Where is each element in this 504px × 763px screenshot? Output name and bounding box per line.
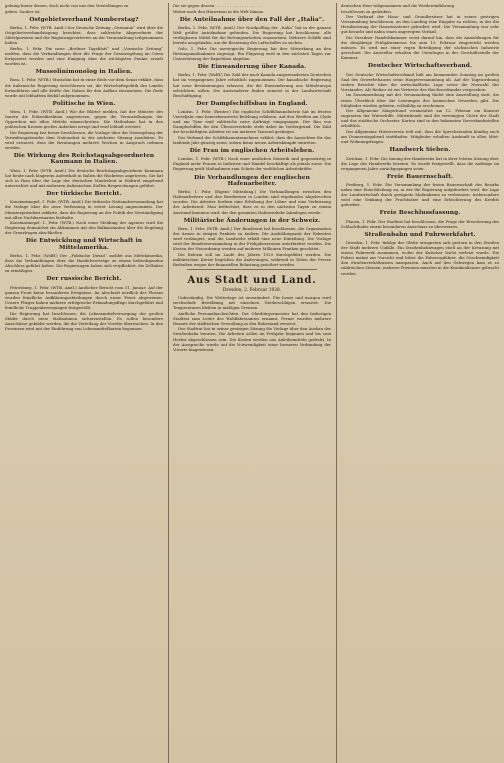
article-paragraph: Der Deutsche Wirtschaftsverband hält am kommenden Sonntag im großen Saal des Gewerbehauses seine Hauptversammlung ab. Auf der Tagesordnung stehen Berichte über die wirtschaftliche Lage sowie die Neuwahl des Vorstandes. Als Redner ist ein Vertreter des Reichsverbandes vorgesehen. bbox=[341, 71, 499, 92]
article-heading: Straßenbahn und Fuhrwerkfahrt. bbox=[364, 231, 476, 238]
dateline: Dresden, 2. Februar 1928. bbox=[222, 287, 282, 293]
article-paragraph: Der Verband der Schiffsbauunternehmer erklärt, dass die Aussichten für das laufende Jahr günstig seien, sofern keine neuen Arbeitskämpfe eintreten. bbox=[173, 134, 331, 145]
article-paragraph: London, 1. Febr. (Reuter.) Die englische Schiffsbauindustrie hat im letzten Vierteljahr eine bemerkenswerte Belebung erfahren. Auf den Werften am Clyde und am Tyne sind zahlreiche neue Aufträge eingegangen. Der Bau von Dampfschiffen für den Überseeverkehr steht dabei im Vordergrund. Die Zahl der beschäftigten Arbeiter ist um mehrere Tausend gestiegen. bbox=[173, 109, 331, 135]
column-middle bbox=[168, 3, 331, 763]
column-top-line: Die sie gegen dessen . . . . . . . . . . . . . . . . . . . bbox=[173, 3, 261, 8]
article-paragraph: Freiberg, 1. Febr. Die Versammlung der freien Bauernschaft des Bezirks nahm eine Entschließung an, in der die Regierung aufgefordert wird, die Lage der Landwirtschaft durch geeignete Maßnahmen zu verbessern. Insbesondere wird eine Senkung der Frachtsätze und eine Erleichterung des Kredits gefordert. bbox=[341, 182, 499, 208]
column-top-line: geben. Sauber ist. bbox=[5, 8, 41, 14]
article-heading: Ostgebietsverband Numberstag? bbox=[29, 16, 139, 23]
article-heading: Politische in Wien. bbox=[52, 100, 116, 107]
article-heading: Die Wirkung des Reichstagsabgeordneten Kaumann in Italien. bbox=[13, 153, 155, 166]
article-paragraph: Im Zusammenhang mit der Versammlung findet eine Ausstellung statt, die einen Überblick über die Leistungen des heimischen Gewerbes gibt. Die Mitglieder werden gebeten, vollzählig zu erscheinen. bbox=[341, 92, 499, 108]
article-paragraph: Petersburg, 1. Febr. (WTB. Amtl.) Amtlicher Bericht vom 31. Januar: Auf der ganzen Front keine besonderen Ereignisse. Im Abschnitt nördlich des Flusses wurden feindliche Aufklärungsabteilungen durch unser Feuer abgewiesen. Unsere Flieger haben mehrere erfolgreiche Erkundungsflüge durchgeführt und feindliche Truppenbewegungen festgestellt. bbox=[5, 284, 163, 310]
article-paragraph: Die Regierung hat beschlossen, die Lebensmittelversorgung der großen Städte durch neue Maßnahmen sicherzustellen. Es sollen besondere Ausschüsse gebildet werden, die die Verteilung der Vorräte überwachen. In den Provinzen wird mit der Einführung von Lebensmittelkarten begonnen. bbox=[5, 310, 163, 331]
article-paragraph: Konstantinopel, 1. Febr. (WTB. Amtl.) Die türkische Nationalversammlung hat die Vorlage über die neue Verfassung in erster Lesung angenommen. Der Ministerpräsident erklärte, dass die Regierung an der Politik der Verständigung mit allen Nachbarstaaten festhalte. bbox=[5, 199, 163, 220]
column-top-line: beschlossen zu gedenken. bbox=[341, 8, 392, 14]
article-paragraph: Berlin, 1. Febr. (Wolff.) Der „Politische Dienst“ meldet aus Mittelamerika, dass die Verhandlungen über die Handelsverträge zu einem befriedigenden Abschluss geführt haben. Die Regierungen haben sich verpflichtet, die Zollsätze zu ermäßigen. bbox=[5, 253, 163, 274]
article-paragraph: Zwickau, 1. Febr. Die Innung des Handwerks hat in ihrer letzten Sitzung über die Lage des Handwerks beraten. Es wurde festgestellt, dass die Aufträge im vergangenen Jahre zurückgegangen seien. bbox=[341, 155, 499, 171]
article-heading: Die Einwanderung über Kanada. bbox=[197, 64, 307, 71]
article-paragraph: Der Stadtrat hat in seiner gestrigen Sitzung die Vorlage über den Ausbau der Straßenbahn beraten. Die Arbeiten sollen im Frühjahr beginnen und bis zum Herbst abgeschlossen sein. Die Kosten werden aus Anleihemitteln gedeckt. In der Aussprache wurde auf die Notwendigkeit einer besseren Verbindung der Vororte hingewiesen. bbox=[173, 326, 331, 352]
column-top-line: deutschen Heer teilgenommen und die Wiedereinführung bbox=[341, 3, 455, 8]
column-top-line: gebung hinter diesen, doch nicht von uns den Vorstellungen zu bbox=[5, 3, 129, 8]
article-paragraph: Der Verband der Haus- und Grundbesitzer hat in seiner gestrigen Versammlung beschlossen, an den Landtag eine Eingabe zu richten, in der die Herabsetzung der Hauszinssteuer gefordert wird. Die Versammlung war sehr gut besucht und nahm einen angeregten Verlauf. bbox=[341, 14, 499, 35]
article-paragraph: Bern, 1. Febr. (WTB. Amtl.) Der Bundesrat hat beschlossen, die Organisation der Armee in einigen Punkten zu ändern. Die Ausbildungszeit der Rekruten wird verlängert, und die Landwehr erhält eine neue Einteilung. Die Vorlage wird der Bundesversammlung in der Frühjahrssession unterbreitet werden. Die Kosten der Neuordnung werden auf mehrere Millionen Franken geschätzt. bbox=[173, 225, 331, 252]
article-heading: Die Entwicklung und Wirtschaft in Mittelamerika. bbox=[25, 238, 143, 251]
article-paragraph: Berlin, 1. Febr. (Wolff.) Die Zahl der nach Kanada ausgewanderten Deutschen hat im vergangenen Jahre erheblich zugenommen. Die kanadische Regierung hat neue Bestimmungen erlassen, die die Einwanderung aus Mitteleuropa erleichtern sollen. Die Auswanderer finden zumeist in der Landwirtschaft Beschäftigung. bbox=[173, 72, 331, 98]
article-paragraph: Der Allgemeine Sängerbund veranstaltet am 12. Februar ein Konzert zugunsten der Winterhilfe. Mitwirkende sind die vereinigten Chöre der Stadt und das städtische Orchester. Karten sind in den bekannten Vorverkaufsstellen erhältlich. bbox=[341, 108, 499, 129]
article-paragraph: Berlin, 1. Febr. Die neue „Berliner Tageblatt“ und „Vossische Zeitung“ melden, dass die Verhandlungen über die Frage der Grenzregelung im Osten fortgesetzt werden und eine Einigung über die wichtigsten Punkte erzielt worden ist. bbox=[5, 45, 163, 67]
article-paragraph: Oslo, 1. Febr. Die norwegische Regierung hat ihre Mitwirkung an den Rettungsmaßnahmen zugesagt. Ein Flugzeug wird in den nächsten Tagen zur Unterstützung der Expedition abgehen. bbox=[173, 45, 331, 61]
section-heading: Aus Stadt und Land. bbox=[187, 274, 317, 286]
article-heading: Die Anteilnahme über den Fall der „Italia“. bbox=[179, 16, 325, 23]
article-heading: Der Dampfschiffsbau in England. bbox=[196, 100, 308, 107]
article-heading: Der russische Bericht. bbox=[46, 276, 122, 283]
article-paragraph: Berlin, 1. Febr. (WTB. Amtl.) Der Deutsche Zeitung „Germania“ wird über die Ostgebietsverbandstagung berichtet, dass zahlreiche Abgeordnete der Mittelparteien und der Regierungsvertreter an der Veranstaltung teilgenommen haben. bbox=[5, 25, 163, 46]
article-paragraph: Die Regierung hat ferner beschlossen, die Vorlage über die Neuregelung der Verwaltungsbezirke dem Nationalrat in der nächsten Sitzung zuzuleiten. Es wird erwartet, dass die Beratungen mehrere Wochen in Anspruch nehmen werden. bbox=[5, 129, 163, 150]
column-left bbox=[5, 3, 163, 763]
article-paragraph: Rom, 1. Febr. (WTB.) Mussolini hat in einer Rede vor dem Senat erklärt, dass die italienische Regierung entschlossen sei, die Wirtschaftspolitik des Landes fortzuführen und alle Kräfte der Nation für den Aufbau einzusetzen. Die Rede wurde mit lebhaftem Beifall aufgenommen. bbox=[5, 77, 163, 98]
article-heading: Freie Beschlussfassung. bbox=[379, 210, 461, 217]
article-paragraph: Berlin, 1. Febr. (Eigene Mitteilung.) Die Verhandlungen zwischen den Hafenarbeitern und den Reedereien in London sind ergebnislos abgebrochen worden. Die Arbeiter fordern eine Erhöhung der Löhne und eine Verkürzung der Arbeitszeit. Man befürchtet, dass es in den nächsten Tagen zu einem Ausstand kommen wird, der den gesamten Hafenverkehr lahmlegen würde. bbox=[173, 189, 331, 215]
article-paragraph: Wien, 1. Febr. (WTB. Amtl.) Wie die Blätter melden, hat der Minister des Innern die Polizeidirektion angewiesen, gegen die Veranstaltungen der Opposition mit allen Mitteln einzuschreiten. Die Maßnahme hat in den politischen Kreisen großes Aufsehen erregt und wird lebhaft erörtert. bbox=[5, 109, 163, 130]
article-heading: Freie Bauernschaft. bbox=[386, 173, 454, 180]
article-paragraph: Die Reform soll im Laufe des Jahres 1929 durchgeführt werden. Die militärischen Kreise begrüßen die Änderungen, während in Teilen der Presse Bedenken wegen der finanziellen Belastung geäußert werden. bbox=[173, 251, 331, 267]
article-heading: Die Verhandlungen der englischen Hafenarbeiter. bbox=[194, 174, 310, 187]
article-heading: Mussolinimonolog in Italien. bbox=[35, 69, 133, 76]
article-heading: Militärische Änderungen in der Schweiz. bbox=[183, 217, 321, 224]
section-divider bbox=[187, 269, 317, 270]
article-paragraph: Berlin, 1. Febr. (WTB. Amtl.) Der Nordpolflug der „Italia“ hat in der ganzen Welt größte Anteilnahme gefunden. Die Regierung hat beschlossen, alle verfügbaren Mittel für die Rettungsarbeiten einzusetzen. Mehrere Schiffe sind bereits ausgelaufen, um die Besatzung des Luftschiffes zu suchen. bbox=[173, 25, 331, 46]
column-top-line: Weiter nach den Hinweisen in die Welt hinaus. bbox=[173, 8, 265, 14]
article-paragraph: Konstantinopel, 1. Febr. (WTB.) Nach einer Meldung der Agentur wird die Regierung demnächst ein Abkommen mit den Balkanstaaten über die Regelung der Grenzfragen abschließen. bbox=[5, 220, 163, 236]
article-heading: Handwerk Sieben. bbox=[389, 147, 451, 154]
article-paragraph: Amtliche Personalnachrichten. Der Oberbürgermeister hat den bisherigen Stadtrat zum Leiter des Wohlfahrtsamtes ernannt. Ferner wurden mehrere Beamte der städtischen Verwaltung in den Ruhestand versetzt. bbox=[173, 310, 331, 326]
article-heading: Die Frau im englischen Arbeitsleben. bbox=[189, 147, 315, 154]
column-right bbox=[336, 3, 499, 763]
article-paragraph: Dresden, 1. Febr. Infolge der Glätte ereigneten sich gestern in den Straßen der Stadt mehrere Unfälle. Ein Straßenbahnwagen stieß an der Kreuzung mit einem Fuhrwerk zusammen, wobei der Kutscher leicht verletzt wurde. Die Polizei mahnt zur Vorsicht und bittet die Fahrzeugführer, die Geschwindigkeit den Straßenverhältnissen anzupassen. Auch auf den Gehwegen kam es zu zahlreichen Stürzen; mehrere Personen mussten in die Krankenhäuser gebracht werden. bbox=[341, 240, 499, 276]
article-paragraph: Der Allgemeine Mieterverein teilt mit, dass die Sprechstunden künftig auch am Donnerstagabend stattfinden. Mitglieder erhalten Auskunft in allen Miet- und Wohnungsfragen. bbox=[341, 129, 499, 145]
article-paragraph: Wien, 1. Febr. (WTB. Amtl.) Die deutsche Reichstagsabgeordnete Kaumann hat heute nach längerem Aufenthalt in Italien die Rückreise angetreten. Sie hat sich in Rom über die Lage der deutschen Minderheit in Südtirol eingehend unterrichtet und mit mehreren italienischen Stellen Besprechungen geführt. bbox=[5, 167, 163, 188]
article-paragraph: Plauen, 1. Febr. Der Stadtrat hat beschlossen, die Frage der Erweiterung des Schlachthofes einem besonderen Ausschuss zu überweisen. bbox=[341, 218, 499, 229]
article-heading: Deutscher Wirtschaftsverband. bbox=[367, 63, 473, 70]
article-paragraph: Die Dresdner Handelskammer weist darauf hin, dass die Anmeldungen für die diesjährige Frühjahrsmesse bis zum 15. Februar eingereicht werden müssen. Es wird mit einer regen Beteiligung der sächsischen Industrie gerechnet. Die Aussteller erhalten die Unterlagen in der Geschäftsstelle der Kammer. bbox=[341, 35, 499, 61]
article-paragraph: London, 1. Febr. (WTB.) Nach einer amtlichen Statistik sind gegenwärtig in England mehr Frauen in Industrie und Handel beschäftigt als jemals zuvor. Die Regierung prüft Maßnahmen zum Schutz der weiblichen Arbeitskräfte. bbox=[173, 156, 331, 172]
article-heading: Der türkische Bericht. bbox=[46, 191, 122, 198]
article-paragraph: Unbeständig. Die Wetterlage ist unverändert. Für heute und morgen wird wechselnde Bewölkung mit einzelnen Niederschlägen erwartet. Die Temperaturen bleiben in mäßigen Grenzen. bbox=[173, 294, 331, 311]
